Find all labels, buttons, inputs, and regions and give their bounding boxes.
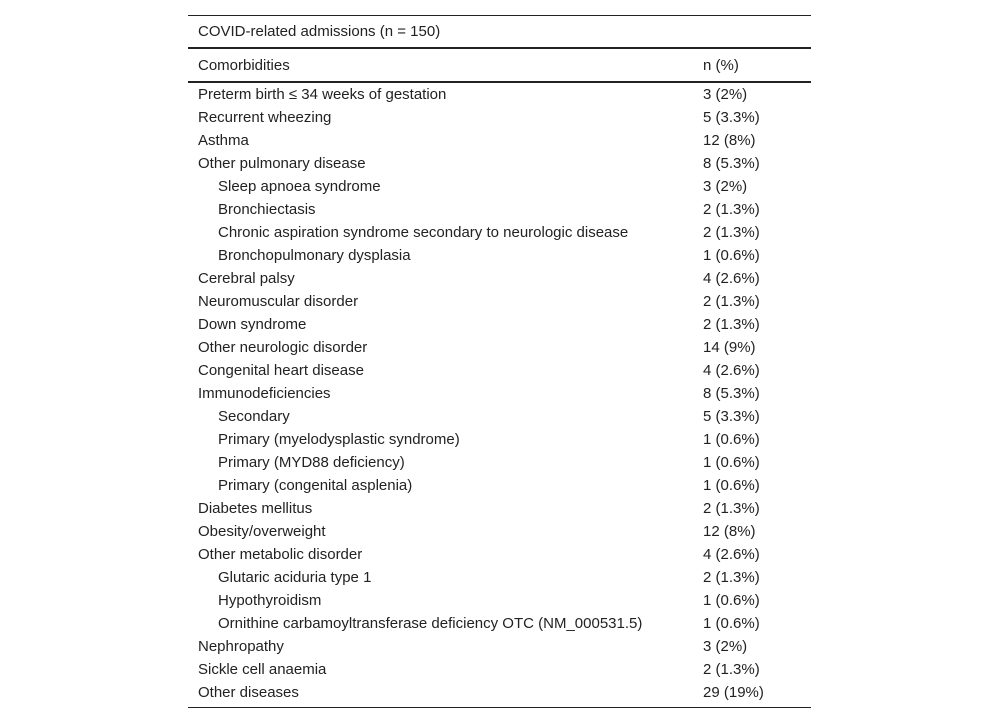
- table-row: [188, 198, 811, 221]
- row-label: Recurrent wheezing: [198, 109, 332, 126]
- row-value: 2 (1.3%): [703, 293, 760, 310]
- row-label: Sickle cell anaemia: [198, 661, 327, 678]
- table-row: [188, 106, 811, 129]
- row-value: 1 (0.6%): [703, 454, 760, 471]
- row-value: 3 (2%): [703, 638, 748, 655]
- row-label: Down syndrome: [198, 316, 307, 333]
- row-value: 2 (1.3%): [703, 201, 760, 218]
- table-row: [188, 244, 811, 267]
- row-label: Primary (myelodysplastic syndrome): [218, 431, 460, 448]
- row-label: Bronchiectasis: [218, 201, 316, 218]
- row-label: Sleep apnoea syndrome: [218, 178, 381, 195]
- row-label: Other diseases: [198, 684, 299, 701]
- table-row: [188, 635, 811, 658]
- row-value: 12 (8%): [703, 132, 756, 149]
- row-value: 29 (19%): [703, 684, 764, 701]
- row-value: 4 (2.6%): [703, 546, 760, 563]
- row-label: Bronchopulmonary dysplasia: [218, 247, 411, 264]
- row-value: 4 (2.6%): [703, 362, 760, 379]
- row-value: 5 (3.3%): [703, 408, 760, 425]
- bottom-rule: [188, 707, 811, 708]
- table-row: [188, 681, 811, 704]
- row-label: Cerebral palsy: [198, 270, 295, 287]
- table-row: [188, 658, 811, 681]
- table-row: [188, 474, 811, 497]
- row-label: Congenital heart disease: [198, 362, 364, 379]
- row-value: 14 (9%): [703, 339, 756, 356]
- row-value: 1 (0.6%): [703, 247, 760, 264]
- table-row: [188, 336, 811, 359]
- table-row: [188, 313, 811, 336]
- row-label: Neuromuscular disorder: [198, 293, 359, 310]
- row-value: 2 (1.3%): [703, 569, 760, 586]
- table-row: [188, 612, 811, 635]
- table-row: [188, 175, 811, 198]
- table-row: [188, 83, 811, 106]
- row-label: Ornithine carbamoyltransferase deficiency OTC (NM_000531.5): [218, 615, 643, 632]
- row-value: 8 (5.3%): [703, 385, 760, 402]
- table-row: [188, 359, 811, 382]
- row-value: 5 (3.3%): [703, 109, 760, 126]
- table-row: [188, 497, 811, 520]
- table-row: [188, 543, 811, 566]
- table-row: [188, 382, 811, 405]
- row-label: Other neurologic disorder: [198, 339, 368, 356]
- row-label: Obesity/overweight: [198, 523, 326, 540]
- row-value: 3 (2%): [703, 178, 748, 195]
- row-label: Glutaric aciduria type 1: [218, 569, 372, 586]
- row-label: Chronic aspiration syndrome secondary to neurologic disease: [218, 224, 629, 241]
- row-value: 2 (1.3%): [703, 224, 760, 241]
- row-label: Immunodeficiencies: [198, 385, 331, 402]
- row-value: 2 (1.3%): [703, 500, 760, 517]
- table-row: [188, 152, 811, 175]
- table-row: [188, 267, 811, 290]
- row-label: Primary (MYD88 deficiency): [218, 454, 405, 471]
- comorbidities-table: [188, 15, 811, 708]
- header-comorbidities: Comorbidities: [198, 56, 290, 74]
- row-value: 2 (1.3%): [703, 316, 760, 333]
- row-label: Other metabolic disorder: [198, 546, 363, 563]
- row-value: 8 (5.3%): [703, 155, 760, 172]
- row-value: 1 (0.6%): [703, 592, 760, 609]
- table-row: [188, 290, 811, 313]
- row-label: Diabetes mellitus: [198, 500, 313, 517]
- row-value: 3 (2%): [703, 86, 748, 103]
- table-header-row: [188, 49, 811, 81]
- row-label: Other pulmonary disease: [198, 155, 366, 172]
- table-row: [188, 428, 811, 451]
- table-row: [188, 589, 811, 612]
- row-label: Asthma: [198, 132, 249, 149]
- row-label: Primary (congenital asplenia): [218, 477, 413, 494]
- row-value: 2 (1.3%): [703, 661, 760, 678]
- table-caption: COVID-related admissions (n = 150): [198, 23, 441, 40]
- row-label: Preterm birth ≤ 34 weeks of gestation: [198, 86, 447, 103]
- table-row: [188, 221, 811, 244]
- header-n-percent: n (%): [703, 56, 739, 74]
- row-label: Hypothyroidism: [218, 592, 322, 609]
- table-row: [188, 405, 811, 428]
- row-label: Secondary: [218, 408, 290, 425]
- row-value: 1 (0.6%): [703, 477, 760, 494]
- table-row: [188, 520, 811, 543]
- table-body: [188, 83, 811, 707]
- row-value: 1 (0.6%): [703, 615, 760, 632]
- row-value: 1 (0.6%): [703, 431, 760, 448]
- row-value: 12 (8%): [703, 523, 756, 540]
- row-label: Nephropathy: [198, 638, 284, 655]
- table-row: [188, 451, 811, 474]
- table-row: [188, 129, 811, 152]
- row-value: 4 (2.6%): [703, 270, 760, 287]
- table-row: [188, 566, 811, 589]
